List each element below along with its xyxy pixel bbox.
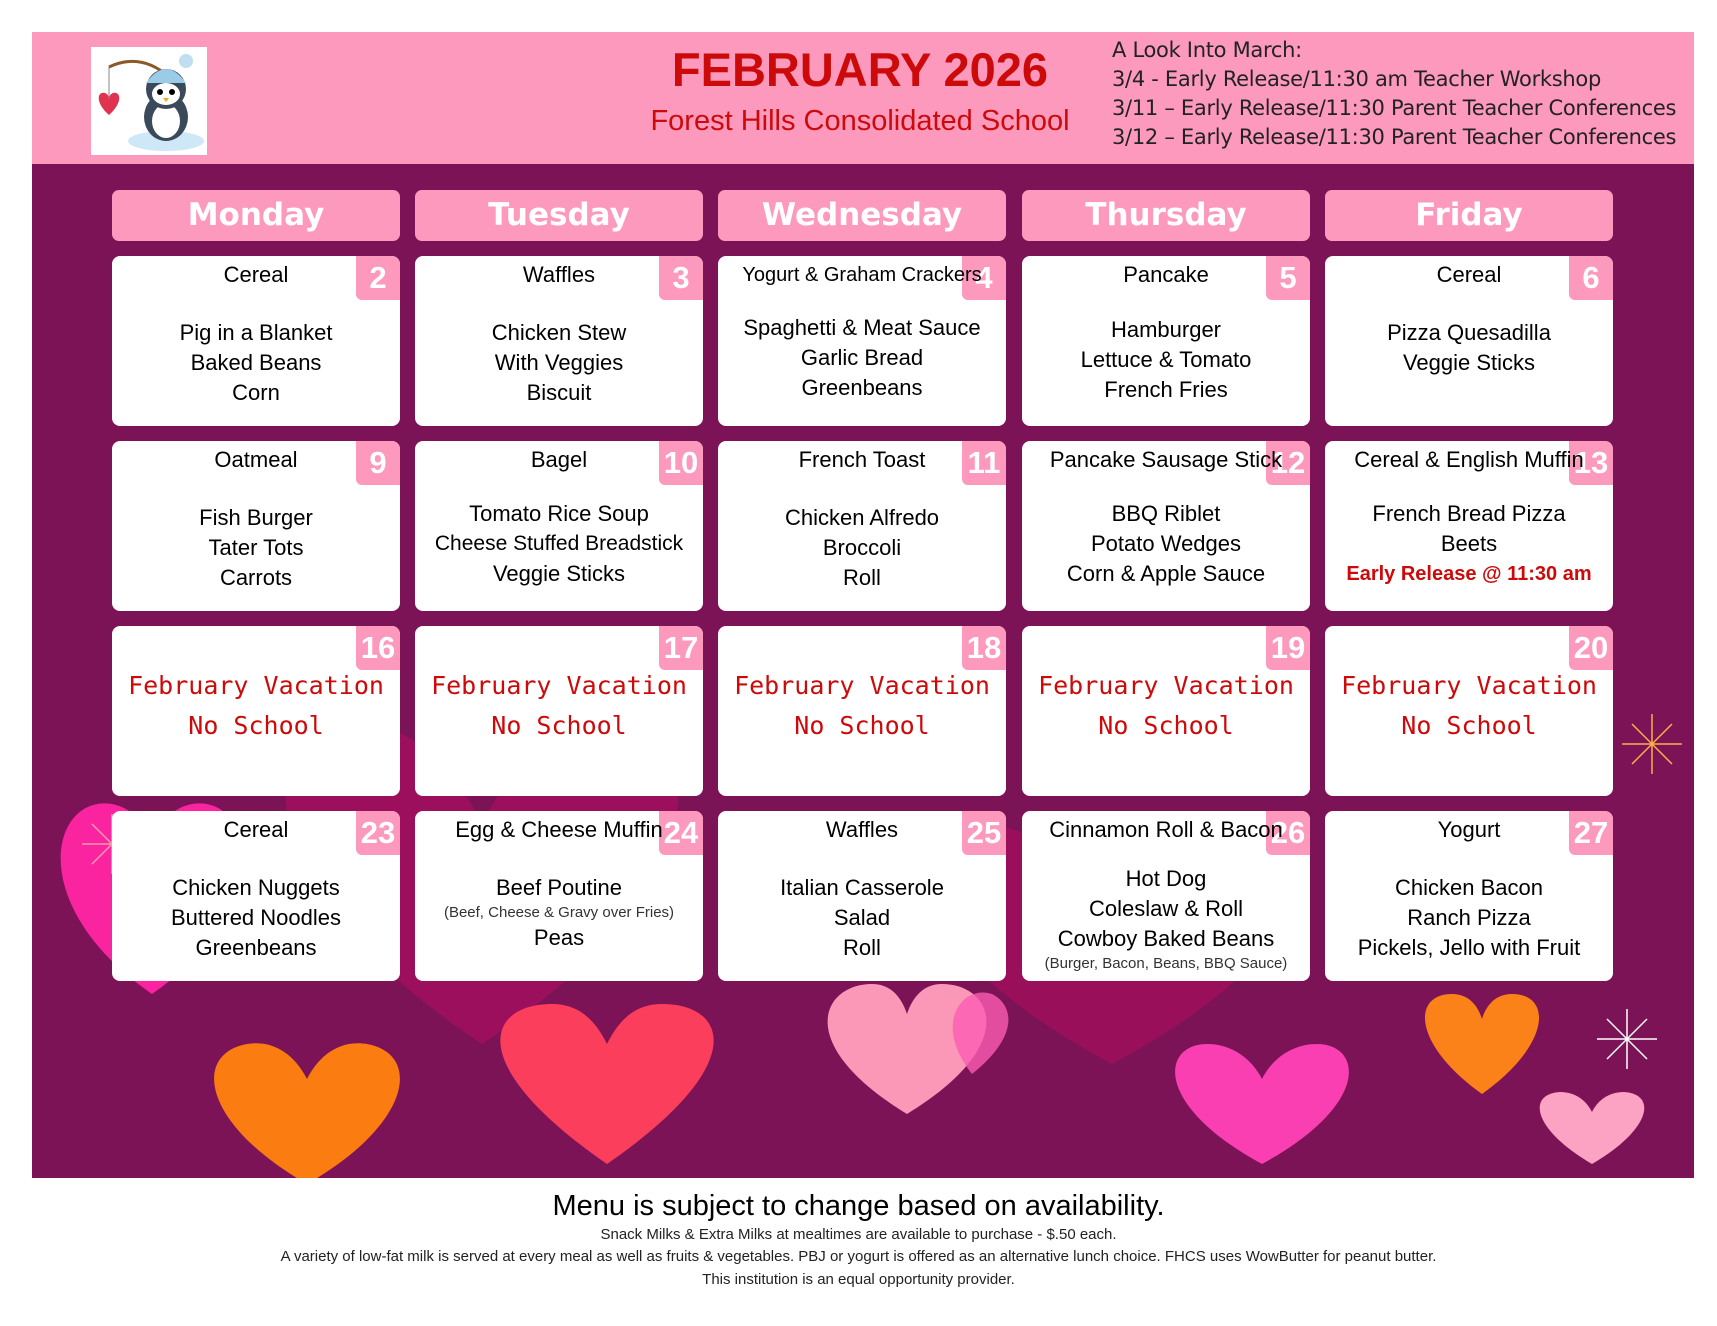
day-cell (1022, 811, 1310, 981)
lunch-item: Hamburger (1110, 317, 1222, 342)
breakfast-item: Cinnamon Roll & Bacon (1049, 817, 1283, 842)
lunch-item: Roll (843, 565, 881, 590)
lunch-items (112, 873, 400, 963)
lunch-item: Carrots (219, 565, 293, 590)
lunch-item: Buttered Noodles (171, 905, 341, 930)
breakfast-item: Yogurt & Graham Crackers (742, 264, 982, 286)
date-badge: 9 (356, 441, 400, 485)
lunch-item: Pickels, Jello with Fruit (1357, 935, 1581, 960)
no-school-label: No School (188, 711, 324, 740)
vacation-label: February Vacation (734, 671, 990, 700)
no-school-label: No School (1098, 711, 1234, 740)
lunch-item: Chicken Nuggets (172, 875, 340, 900)
lunch-items (1022, 315, 1310, 405)
lunch-item: Beef Poutine (496, 875, 622, 900)
breakfast-item: Egg & Cheese Muffin (455, 817, 663, 842)
date-badge: 20 (1569, 626, 1613, 670)
date-badge: 10 (659, 441, 703, 485)
date-badge: 17 (659, 626, 703, 670)
lunch-items (1022, 864, 1310, 974)
date-badge: 5 (1266, 256, 1310, 300)
lunch-items (718, 873, 1006, 963)
lunch-item: French Bread Pizza (1372, 501, 1566, 526)
day-header-friday: Friday (1325, 190, 1613, 241)
lunch-item: Greenbeans (801, 375, 923, 400)
lunch-item: Greenbeans (195, 935, 317, 960)
vacation-label: February Vacation (128, 671, 384, 700)
lunch-item: Baked Beans (190, 350, 322, 375)
breakfast-item: Waffles (522, 262, 596, 287)
march-item: 3/11 – Early Release/11:30 Parent Teacher Conferences (1112, 96, 1677, 120)
lunch-item: Salad (833, 905, 891, 930)
lunch-item: Hot Dog (1125, 866, 1207, 891)
lunch-items (1325, 318, 1613, 378)
date-badge: 13 (1569, 441, 1613, 485)
lunch-note: (Beef, Cheese & Gravy over Fries) (443, 904, 675, 921)
lunch-item: Chicken Alfredo (784, 505, 940, 530)
march-preview (1112, 36, 1702, 152)
date-badge: 6 (1569, 256, 1613, 300)
day-cell (1325, 626, 1613, 796)
day-cell (718, 441, 1006, 611)
breakfast-item: French Toast (798, 447, 926, 472)
day-cell (1325, 441, 1613, 611)
lunch-items (112, 318, 400, 408)
no-school-label: No School (491, 711, 627, 740)
lunch-item: Chicken Bacon (1395, 875, 1543, 900)
lunch-items (112, 503, 400, 593)
lunch-item: Coleslaw & Roll (1088, 896, 1244, 921)
day-cell (1022, 626, 1310, 796)
no-school-label: No School (794, 711, 930, 740)
date-badge: 11 (962, 441, 1006, 485)
vacation-label: February Vacation (431, 671, 687, 700)
lunch-items (718, 503, 1006, 593)
vacation-notice (1325, 666, 1613, 746)
footer-lunch-note: A variety of low-fat milk is served at every meal as well as fruits & vegetables. PBJ or yogurt is offered as an alternative lunch choice. FHCS uses WowButter for peanut butter. (280, 1248, 1437, 1265)
breakfast-item: Waffles (825, 817, 899, 842)
date-badge: 19 (1266, 626, 1310, 670)
lunch-item: With Veggies (494, 350, 624, 375)
day-cell (112, 626, 400, 796)
lunch-item: Fish Burger (199, 505, 313, 530)
date-badge: 18 (962, 626, 1006, 670)
day-cell (1325, 811, 1613, 981)
lunch-item: Peas (533, 925, 585, 950)
vacation-label: February Vacation (1038, 671, 1294, 700)
lunch-item: Veggie Sticks (492, 561, 626, 586)
early-release-alert: Early Release @ 11:30 am (1346, 563, 1592, 585)
vacation-label: February Vacation (1341, 671, 1597, 700)
lunch-item: Roll (843, 935, 881, 960)
lunch-items (1022, 499, 1310, 589)
date-badge: 16 (356, 626, 400, 670)
lunch-item: Biscuit (526, 380, 592, 405)
day-cell (112, 256, 400, 426)
page-title: FEBRUARY 2026 (671, 43, 1049, 96)
lunch-item: Broccoli (822, 535, 902, 560)
lunch-item: Corn & Apple Sauce (1066, 561, 1266, 586)
day-cell (112, 811, 400, 981)
lunch-item: Italian Casserole (780, 875, 944, 900)
day-header-monday: Monday (112, 190, 400, 241)
breakfast-item: Bagel (530, 447, 588, 472)
breakfast-item: Pancake (1123, 262, 1209, 287)
day-cell (718, 811, 1006, 981)
day-cell (718, 626, 1006, 796)
penguin-fishing-heart-icon (91, 47, 207, 155)
lunch-note: (Burger, Bacon, Beans, BBQ Sauce) (1044, 955, 1288, 972)
breakfast-item: Cereal (1436, 262, 1502, 287)
day-cell (415, 626, 703, 796)
day-cell (1022, 441, 1310, 611)
day-cell (718, 256, 1006, 426)
lunch-items (415, 499, 703, 589)
breakfast-item: Cereal & English Muffin (1354, 447, 1584, 472)
lunch-item: French Fries (1104, 377, 1228, 402)
date-badge: 26 (1266, 811, 1310, 855)
day-cell (415, 811, 703, 981)
lunch-items (718, 313, 1006, 403)
lunch-item: Tomato Rice Soup (469, 501, 649, 526)
date-badge: 25 (962, 811, 1006, 855)
vacation-notice (415, 666, 703, 746)
day-header-thursday: Thursday (1022, 190, 1310, 241)
lunch-item: Garlic Bread (800, 345, 924, 370)
footer-equal-opportunity: This institution is an equal opportunity provider. (702, 1271, 1015, 1288)
date-badge: 24 (659, 811, 703, 855)
footer-milk-note: Snack Milks & Extra Milks at mealtimes are available to purchase - $.50 each. (600, 1226, 1117, 1243)
breakfast-item: Oatmeal (214, 447, 298, 472)
day-cell (1022, 256, 1310, 426)
day-cell (415, 441, 703, 611)
lunch-item: Tater Tots (208, 535, 304, 560)
lunch-item: Corn (232, 380, 280, 405)
lunch-item: Lettuce & Tomato (1080, 347, 1252, 372)
lunch-item: Pig in a Blanket (179, 320, 333, 345)
day-header-wednesday: Wednesday (718, 190, 1006, 241)
lunch-item: Potato Wedges (1090, 531, 1242, 556)
lunch-item: Pizza Quesadilla (1387, 320, 1551, 345)
march-item: 3/4 - Early Release/11:30 am Teacher Workshop (1112, 67, 1601, 91)
vacation-notice (718, 666, 1006, 746)
breakfast-item: Pancake Sausage Stick (1049, 447, 1283, 472)
lunch-item: Cheese Stuffed Breadstick (434, 532, 684, 555)
march-item: 3/12 – Early Release/11:30 Parent Teacher Conferences (1112, 125, 1677, 149)
availability-notice: Menu is subject to change based on availability. (552, 1190, 1165, 1222)
lunch-item: Cowboy Baked Beans (1057, 926, 1275, 951)
lunch-item: BBQ Riblet (1111, 501, 1221, 526)
date-badge: 2 (356, 256, 400, 300)
lunch-item: Chicken Stew (491, 320, 627, 345)
day-cell (415, 256, 703, 426)
lunch-item: Beets (1440, 531, 1498, 556)
lunch-item: Ranch Pizza (1407, 905, 1531, 930)
date-badge: 4 (962, 256, 1006, 300)
lunch-items (1325, 499, 1613, 589)
date-badge: 12 (1266, 441, 1310, 485)
penguin-logo (91, 47, 207, 155)
lunch-items (1325, 873, 1613, 963)
breakfast-item: Cereal (223, 817, 289, 842)
no-school-label: No School (1401, 711, 1537, 740)
breakfast-item: Cereal (223, 262, 289, 287)
date-badge: 27 (1569, 811, 1613, 855)
date-badge: 23 (356, 811, 400, 855)
lunch-items (415, 318, 703, 408)
march-heading: A Look Into March: (1112, 38, 1302, 62)
lunch-item: Veggie Sticks (1402, 350, 1536, 375)
day-cell (112, 441, 400, 611)
breakfast-item: Yogurt (1437, 817, 1501, 842)
vacation-notice (112, 666, 400, 746)
lunch-item: Spaghetti & Meat Sauce (743, 315, 981, 340)
day-header-tuesday: Tuesday (415, 190, 703, 241)
lunch-items (415, 873, 703, 953)
vacation-notice (1022, 666, 1310, 746)
day-cell (1325, 256, 1613, 426)
date-badge: 3 (659, 256, 703, 300)
school-name: Forest Hills Consolidated School (650, 105, 1070, 137)
